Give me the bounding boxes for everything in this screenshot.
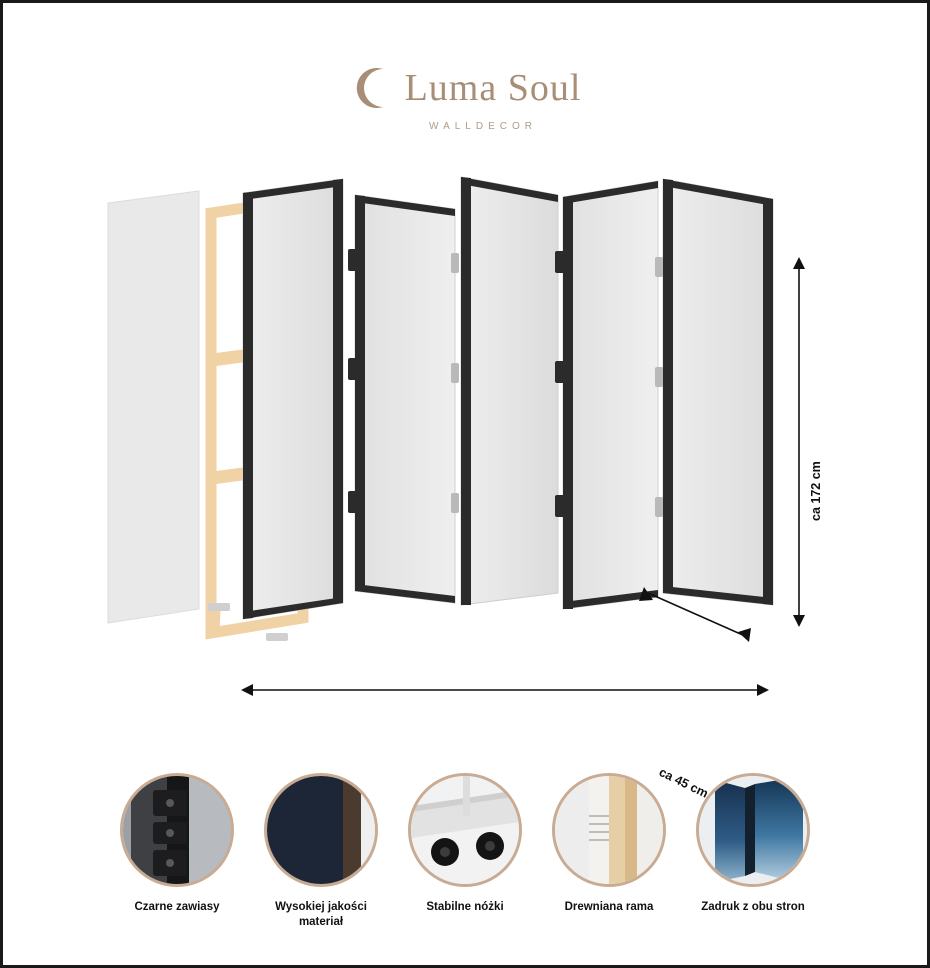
feature-item-wooden-frame (544, 773, 674, 916)
product-illustration (3, 153, 930, 801)
brand-name: Luma Soul (404, 67, 582, 109)
panel-3 (461, 177, 558, 605)
hinge-icon (120, 773, 234, 887)
wooden-frame-icon (552, 773, 666, 887)
double-sided-print-icon (696, 773, 810, 887)
brand-header (3, 65, 927, 132)
feature-item-hinges (112, 773, 242, 916)
dimension-height-arrow (793, 257, 805, 627)
feature-list (3, 773, 927, 931)
brand-row (349, 65, 582, 111)
panel-4 (563, 181, 658, 609)
panel-2 (355, 195, 455, 603)
exploded-back-panel (108, 191, 199, 623)
feature-item-feet (400, 773, 530, 916)
panel-5 (663, 179, 773, 605)
material-edge-icon (264, 773, 378, 887)
feature-label: Czarne zawiasy (134, 900, 220, 913)
feature-label: Wysokiej jakości materiał (275, 900, 367, 929)
dimension-width-arrow (241, 684, 769, 696)
feet-icon (408, 773, 522, 887)
crescent-moon-icon (349, 65, 395, 111)
feature-label: Stabilne nóżki (426, 900, 504, 913)
brand-subtitle: WALLDECOR (429, 121, 537, 132)
panel-1 (243, 179, 343, 619)
feature-label: Zadruk z obu stron (701, 900, 805, 913)
feature-item-double-sided-print (688, 773, 818, 916)
feature-item-material (256, 773, 386, 931)
feature-label: Drewniana rama (564, 900, 654, 913)
dimension-depth-label: ca 45 cm (656, 765, 711, 801)
dimension-height-label: ca 172 cm (809, 461, 823, 521)
